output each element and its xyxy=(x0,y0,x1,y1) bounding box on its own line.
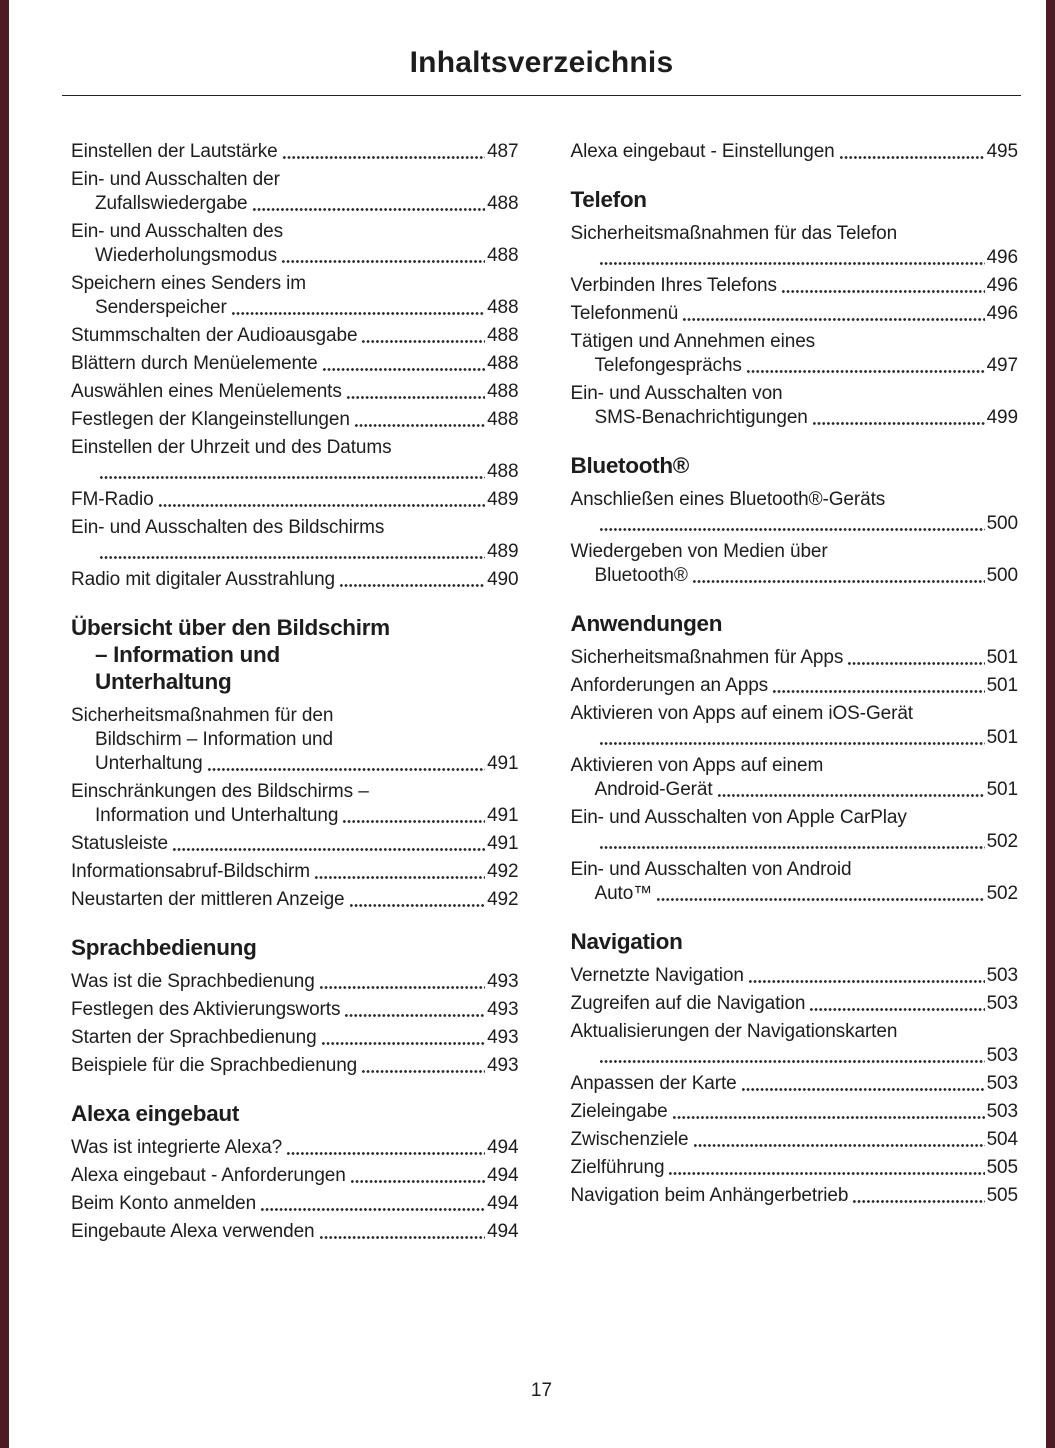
toc-heading-line: Unterhaltung xyxy=(95,669,232,694)
toc-entry-last-line xyxy=(571,992,1019,1016)
toc-entry xyxy=(571,488,1019,536)
toc-entry-page-number: 503 xyxy=(986,1073,1018,1094)
toc-section-heading xyxy=(571,186,1019,213)
toc-entry-page-number: 488 xyxy=(487,353,519,374)
toc-entry-last-line xyxy=(71,804,519,828)
toc-column-left xyxy=(71,140,519,1248)
toc-entry-text: SMS-Benachrichtigungen xyxy=(594,407,808,428)
dot-leader xyxy=(672,1115,985,1120)
toc-entry-last-line xyxy=(571,726,1019,750)
dot-leader xyxy=(260,1207,485,1212)
toc-entry-text: Bluetooth® xyxy=(594,565,688,586)
toc-entry xyxy=(571,1072,1019,1096)
toc-entry-last-line xyxy=(71,568,519,592)
toc-entry-text: FM-Radio xyxy=(71,489,154,510)
toc-entry xyxy=(571,330,1019,378)
toc-entry xyxy=(571,1128,1019,1152)
toc-entry-text: Alexa eingebaut - Anforderungen xyxy=(71,1165,346,1186)
toc-entry xyxy=(71,860,519,884)
toc-entry xyxy=(71,516,519,564)
toc-entry-page-number: 493 xyxy=(487,971,519,992)
toc-entry xyxy=(71,324,519,348)
dot-leader xyxy=(281,259,485,264)
toc-entry-last-line xyxy=(571,882,1019,906)
toc-entry xyxy=(571,964,1019,988)
toc-entry-page-number: 505 xyxy=(986,1185,1018,1206)
toc-heading-line: Sprachbedienung xyxy=(71,935,257,960)
toc-entry-page-number: 488 xyxy=(487,245,519,266)
toc-entry-page-number: 495 xyxy=(986,141,1018,162)
toc-entry-page-number: 503 xyxy=(986,1101,1018,1122)
dot-leader xyxy=(361,1069,485,1074)
dot-leader xyxy=(599,845,985,850)
toc-entry-last-line xyxy=(71,244,519,268)
dot-leader xyxy=(350,1179,485,1184)
dot-leader xyxy=(346,395,485,400)
dot-leader xyxy=(656,897,985,902)
toc-entry-last-line xyxy=(71,1192,519,1216)
page-title: Inhaltsverzeichnis xyxy=(409,46,674,79)
dot-leader xyxy=(748,979,985,984)
toc-entry-text-line: Einschränkungen des Bildschirms – xyxy=(71,781,369,802)
toc-entry xyxy=(71,140,519,164)
toc-entry xyxy=(71,352,519,376)
toc-entry-text: Vernetzte Navigation xyxy=(570,965,744,986)
toc-entry-page-number: 503 xyxy=(986,1045,1018,1066)
toc-entry-last-line xyxy=(71,832,519,856)
dot-leader xyxy=(668,1171,984,1176)
toc-entry-last-line xyxy=(571,302,1019,326)
toc-entry-page-number: 491 xyxy=(487,753,519,774)
toc-entry-page-number: 489 xyxy=(487,541,519,562)
dot-leader xyxy=(286,1151,485,1156)
footer-page-number: 17 xyxy=(530,1380,553,1401)
toc-entry-last-line xyxy=(571,674,1019,698)
toc-entry xyxy=(71,272,519,320)
toc-entry-last-line xyxy=(71,860,519,884)
toc-entry-page-number: 501 xyxy=(986,779,1018,800)
toc-entry-last-line xyxy=(71,998,519,1022)
toc-entry-text: Starten der Sprachbedienung xyxy=(71,1027,317,1048)
toc-entry-last-line xyxy=(71,540,519,564)
toc-entry-text: Sicherheitsmaßnahmen für Apps xyxy=(570,647,844,668)
toc-entry-text-line: Ein- und Ausschalten des xyxy=(71,221,284,242)
toc-entry-last-line xyxy=(571,246,1019,270)
toc-entry xyxy=(71,998,519,1022)
toc-entry-page-number: 503 xyxy=(986,965,1018,986)
toc-entry-page-number: 494 xyxy=(487,1165,519,1186)
toc-section-heading xyxy=(71,1100,519,1127)
toc-entry xyxy=(71,1192,519,1216)
toc-entry-text: Navigation beim Anhängerbetrieb xyxy=(570,1185,849,1206)
toc-entry-last-line xyxy=(71,408,519,432)
toc-entry-last-line xyxy=(571,354,1019,378)
toc-entry-page-number: 490 xyxy=(487,569,519,590)
toc-entry-page-number: 491 xyxy=(487,805,519,826)
dot-leader xyxy=(319,985,485,990)
toc-entry-text-line: Bildschirm – Information und xyxy=(95,729,333,750)
toc-entry-last-line xyxy=(71,1164,519,1188)
toc-entry-page-number: 496 xyxy=(986,247,1018,268)
toc-entry xyxy=(71,568,519,592)
toc-entry-text-line: Sicherheitsmaßnahmen für das Telefon xyxy=(570,223,898,244)
dot-leader xyxy=(231,311,485,316)
toc-entry-last-line xyxy=(71,1136,519,1160)
toc-entry-page-number: 496 xyxy=(986,303,1018,324)
toc-entry xyxy=(71,832,519,856)
toc-entry-last-line xyxy=(571,1072,1019,1096)
toc-entry-last-line xyxy=(71,296,519,320)
toc-entry-text-line: Wiedergeben von Medien über xyxy=(570,541,828,562)
toc-entry xyxy=(571,540,1019,588)
toc-entry xyxy=(71,780,519,828)
toc-entry-text: Unterhaltung xyxy=(95,753,203,774)
toc-entry xyxy=(71,168,519,216)
toc-entry xyxy=(71,488,519,512)
dot-leader xyxy=(746,369,985,374)
dot-leader xyxy=(344,1013,485,1018)
dot-leader xyxy=(682,317,984,322)
toc-entry xyxy=(71,1136,519,1160)
toc-entry-text-line: Ein- und Ausschalten von xyxy=(570,383,783,404)
toc-entry-page-number: 489 xyxy=(487,489,519,510)
toc-entry-last-line xyxy=(571,564,1019,588)
toc-columns xyxy=(62,140,1021,1248)
toc-entry-last-line xyxy=(571,964,1019,988)
toc-entry-page-number: 487 xyxy=(487,141,519,162)
toc-entry-text-line: Speichern eines Senders im xyxy=(71,273,307,294)
dot-leader xyxy=(172,847,485,852)
toc-entry xyxy=(571,222,1019,270)
dot-leader xyxy=(342,819,485,824)
dot-leader xyxy=(314,875,485,880)
toc-entry-text-line: Sicherheitsmaßnahmen für den xyxy=(71,705,334,726)
toc-entry-last-line xyxy=(71,324,519,348)
toc-entry-page-number: 504 xyxy=(986,1129,1018,1150)
toc-entry-text: Information und Unterhaltung xyxy=(95,805,339,826)
toc-entry-text: Verbinden Ihres Telefons xyxy=(570,275,777,296)
toc-entry-last-line xyxy=(571,274,1019,298)
dot-leader xyxy=(319,1235,486,1240)
toc-entry-text: Anpassen der Karte xyxy=(570,1073,737,1094)
toc-entry xyxy=(71,888,519,912)
toc-entry-text: Telefongesprächs xyxy=(594,355,742,376)
toc-entry-text: Festlegen der Klangeinstellungen xyxy=(71,409,350,430)
toc-entry-text: Zielführung xyxy=(570,1157,665,1178)
title-rule xyxy=(62,95,1021,96)
toc-entry-page-number: 492 xyxy=(487,861,519,882)
toc-entry-text-line: Tätigen und Annehmen eines xyxy=(570,331,816,352)
toc-entry-text: Android-Gerät xyxy=(594,779,713,800)
toc-entry-last-line xyxy=(571,778,1019,802)
toc-column-right xyxy=(571,140,1019,1248)
dot-leader xyxy=(599,527,985,532)
toc-entry-text-line: Aktivieren von Apps auf einem iOS-Gerät xyxy=(570,703,913,724)
toc-section-heading xyxy=(71,934,519,961)
toc-entry-last-line xyxy=(571,646,1019,670)
toc-entry-text: Was ist integrierte Alexa? xyxy=(71,1137,283,1158)
toc-entry xyxy=(71,408,519,432)
toc-entry-page-number: 501 xyxy=(986,727,1018,748)
toc-entry xyxy=(71,436,519,484)
toc-entry-text: Alexa eingebaut - Einstellungen xyxy=(570,141,835,162)
toc-entry-page-number: 488 xyxy=(487,409,519,430)
toc-entry xyxy=(571,1020,1019,1068)
toc-entry-last-line xyxy=(571,140,1019,164)
toc-entry-page-number: 502 xyxy=(986,831,1018,852)
toc-entry-text: Auto™ xyxy=(594,883,653,904)
right-accent-bar xyxy=(1046,0,1055,1448)
toc-entry-page-number: 488 xyxy=(487,461,519,482)
toc-entry xyxy=(571,858,1019,906)
toc-entry-last-line xyxy=(71,1220,519,1244)
toc-entry xyxy=(571,274,1019,298)
toc-entry-text: Statusleiste xyxy=(71,833,169,854)
toc-entry xyxy=(571,702,1019,750)
toc-entry xyxy=(571,1184,1019,1208)
toc-entry-page-number: 500 xyxy=(986,513,1018,534)
toc-heading-line: Telefon xyxy=(570,187,647,212)
toc-entry-page-number: 493 xyxy=(487,999,519,1020)
toc-entry-text: Beim Konto anmelden xyxy=(71,1193,257,1214)
dot-leader xyxy=(322,367,486,372)
toc-entry-page-number: 488 xyxy=(487,297,519,318)
dot-leader xyxy=(339,583,485,588)
toc-section-heading xyxy=(571,610,1019,637)
toc-entry-text-line: Ein- und Ausschalten von Android xyxy=(570,859,852,880)
toc-section-heading xyxy=(571,452,1019,479)
toc-heading-line: – Information und xyxy=(95,642,280,667)
toc-entry xyxy=(71,704,519,776)
toc-entry-last-line xyxy=(71,970,519,994)
dot-leader xyxy=(599,1059,985,1064)
toc-entry-text: Auswählen eines Menüelements xyxy=(71,381,342,402)
toc-entry xyxy=(571,140,1019,164)
toc-entry xyxy=(571,674,1019,698)
toc-entry-page-number: 494 xyxy=(487,1221,519,1242)
toc-entry xyxy=(571,806,1019,854)
toc-entry xyxy=(71,220,519,268)
toc-entry-last-line xyxy=(571,1184,1019,1208)
toc-entry-page-number: 501 xyxy=(986,647,1018,668)
toc-entry xyxy=(71,1026,519,1050)
toc-section-heading xyxy=(571,928,1019,955)
toc-heading-line: Navigation xyxy=(570,929,683,954)
dot-leader xyxy=(599,741,985,746)
toc-entry xyxy=(571,992,1019,1016)
toc-entry-last-line xyxy=(71,1026,519,1050)
dot-leader xyxy=(321,1041,486,1046)
left-accent-bar xyxy=(0,0,9,1448)
dot-leader xyxy=(207,767,485,772)
dot-leader xyxy=(809,1007,984,1012)
toc-entry xyxy=(571,1100,1019,1124)
toc-entry-page-number: 505 xyxy=(986,1157,1018,1178)
dot-leader xyxy=(772,689,985,694)
toc-entry-text: Zieleingabe xyxy=(570,1101,668,1122)
toc-entry xyxy=(571,382,1019,430)
toc-entry-text: Beispiele für die Sprachbedienung xyxy=(71,1055,358,1076)
toc-entry-page-number: 499 xyxy=(986,407,1018,428)
toc-entry-page-number: 492 xyxy=(487,889,519,910)
dot-leader xyxy=(847,661,984,666)
dot-leader xyxy=(812,421,985,426)
toc-entry-last-line xyxy=(71,888,519,912)
dot-leader xyxy=(781,289,985,294)
toc-entry-text: Zufallswiedergabe xyxy=(95,193,248,214)
toc-entry-text: Neustarten der mittleren Anzeige xyxy=(71,889,345,910)
dot-leader xyxy=(741,1087,985,1092)
dot-leader xyxy=(361,339,485,344)
toc-entry-text: Stummschalten der Audioausgabe xyxy=(71,325,358,346)
toc-entry-last-line xyxy=(571,406,1019,430)
toc-entry xyxy=(71,1164,519,1188)
toc-entry-text: Anforderungen an Apps xyxy=(570,675,769,696)
page-content xyxy=(62,0,1021,1448)
dot-leader xyxy=(839,155,985,160)
toc-entry-text-line: Ein- und Ausschalten der xyxy=(71,169,280,190)
toc-entry-last-line xyxy=(71,460,519,484)
toc-entry-text: Zugreifen auf die Navigation xyxy=(570,993,806,1014)
toc-entry xyxy=(571,302,1019,326)
toc-entry-text-line: Anschließen eines Bluetooth®-Geräts xyxy=(570,489,886,510)
toc-entry-last-line xyxy=(571,512,1019,536)
toc-entry-page-number: 488 xyxy=(487,381,519,402)
toc-entry-text: Senderspeicher xyxy=(95,297,227,318)
toc-entry-text: Wiederholungsmodus xyxy=(95,245,277,266)
toc-entry-page-number: 496 xyxy=(986,275,1018,296)
toc-entry-page-number: 502 xyxy=(986,883,1018,904)
dot-leader xyxy=(852,1199,984,1204)
toc-entry xyxy=(71,1220,519,1244)
toc-entry xyxy=(71,1054,519,1078)
toc-entry-last-line xyxy=(71,380,519,404)
toc-entry-page-number: 500 xyxy=(986,565,1018,586)
toc-entry-page-number: 488 xyxy=(487,193,519,214)
dot-leader xyxy=(693,1143,985,1148)
toc-entry-text-line: Aktivieren von Apps auf einem xyxy=(570,755,824,776)
toc-entry-last-line xyxy=(571,1100,1019,1124)
dot-leader xyxy=(599,261,985,266)
dot-leader xyxy=(99,475,485,480)
toc-entry-page-number: 488 xyxy=(487,325,519,346)
toc-entry-last-line xyxy=(571,1128,1019,1152)
toc-entry xyxy=(571,646,1019,670)
toc-section-heading xyxy=(71,614,519,695)
toc-heading-line: Alexa eingebaut xyxy=(71,1101,240,1126)
toc-entry-text: Informationsabruf-Bildschirm xyxy=(71,861,311,882)
toc-entry-last-line xyxy=(71,140,519,164)
toc-entry-text: Telefonmenü xyxy=(570,303,679,324)
dot-leader xyxy=(252,207,486,212)
toc-entry-text: Einstellen der Lautstärke xyxy=(71,141,278,162)
dot-leader xyxy=(99,555,485,560)
toc-entry-text-line: Einstellen der Uhrzeit und des Datums xyxy=(71,437,392,458)
toc-entry-last-line xyxy=(571,1044,1019,1068)
toc-entry-text: Zwischenziele xyxy=(570,1129,689,1150)
toc-entry-page-number: 493 xyxy=(487,1055,519,1076)
dot-leader xyxy=(158,503,485,508)
dot-leader xyxy=(282,155,485,160)
dot-leader xyxy=(349,903,486,908)
toc-heading-line: Anwendungen xyxy=(570,611,723,636)
toc-entry-last-line xyxy=(571,1156,1019,1180)
toc-entry-text: Eingebaute Alexa verwenden xyxy=(71,1221,315,1242)
toc-entry xyxy=(571,754,1019,802)
toc-entry-last-line xyxy=(71,352,519,376)
toc-entry xyxy=(571,1156,1019,1180)
toc-entry-text-line: Aktualisierungen der Navigationskarten xyxy=(570,1021,898,1042)
dot-leader xyxy=(692,579,985,584)
toc-entry-text: Was ist die Sprachbedienung xyxy=(71,971,315,992)
toc-entry-page-number: 494 xyxy=(487,1137,519,1158)
toc-entry-page-number: 501 xyxy=(986,675,1018,696)
toc-entry-page-number: 497 xyxy=(986,355,1018,376)
toc-entry xyxy=(71,970,519,994)
toc-entry-last-line xyxy=(71,752,519,776)
toc-entry-page-number: 494 xyxy=(487,1193,519,1214)
toc-heading-line: Übersicht über den Bildschirm xyxy=(71,615,390,640)
toc-entry-text-line: Ein- und Ausschalten des Bildschirms xyxy=(71,517,385,538)
toc-heading-line: Bluetooth® xyxy=(570,453,690,478)
dot-leader xyxy=(717,793,985,798)
toc-entry xyxy=(71,380,519,404)
toc-entry-page-number: 491 xyxy=(487,833,519,854)
toc-entry-last-line xyxy=(571,830,1019,854)
toc-entry-page-number: 503 xyxy=(986,993,1018,1014)
toc-entry-text-line: Ein- und Ausschalten von Apple CarPlay xyxy=(570,807,907,828)
toc-entry-text: Blättern durch Menüelemente xyxy=(71,353,318,374)
toc-entry-last-line xyxy=(71,1054,519,1078)
toc-entry-last-line xyxy=(71,192,519,216)
toc-entry-last-line xyxy=(71,488,519,512)
toc-entry-text: Radio mit digitaler Ausstrahlung xyxy=(71,569,335,590)
toc-entry-page-number: 493 xyxy=(487,1027,519,1048)
dot-leader xyxy=(354,423,485,428)
toc-entry-text: Festlegen des Aktivierungsworts xyxy=(71,999,341,1020)
